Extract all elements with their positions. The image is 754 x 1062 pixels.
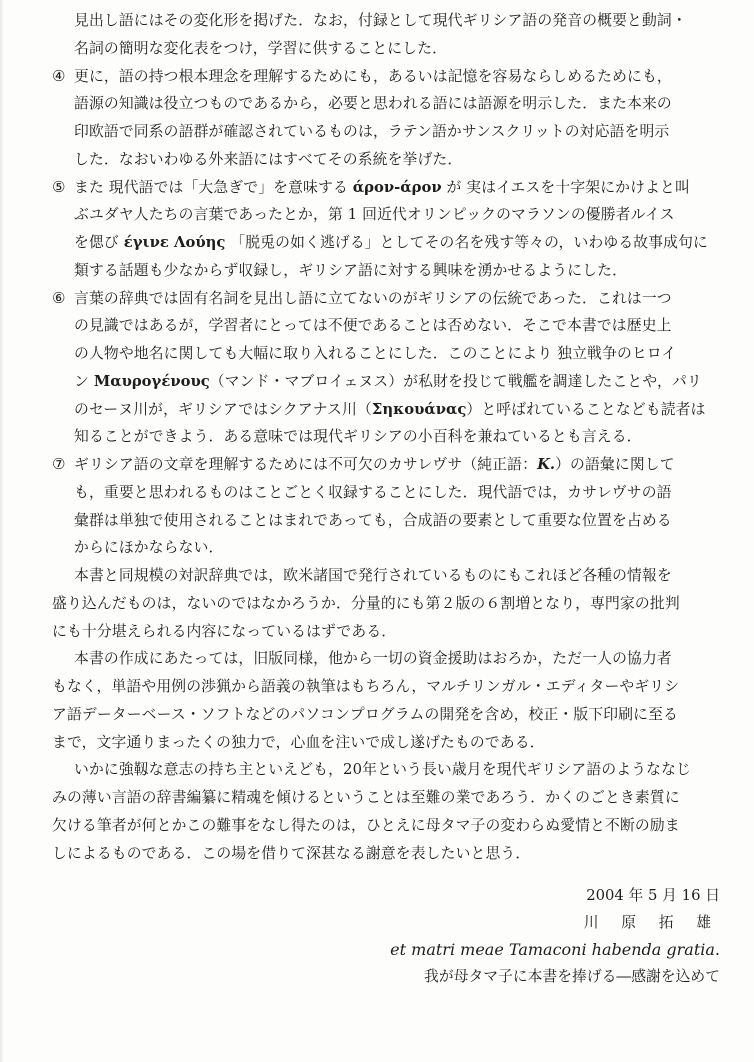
- text-line: 彙群は単独で使用されることはまれであっても，合成語の要素として重要な位置を占める: [74, 511, 672, 529]
- abbreviation: K.: [537, 456, 556, 473]
- text-line: もなく，単語や用例の渉猟から語義の執筆はもちろん，マルチリンガル・エディターやギリシ: [52, 678, 680, 695]
- text-line: 見出し語にはその変化形を掲げた．なお，付録として現代ギリシア語の発音の概要と動詞・: [74, 12, 687, 29]
- signature-latin-dedication: et matri meae Tamaconi habenda gratia.: [390, 940, 720, 959]
- text-line: 本書の作成にあたっては，旧版同様，他から一切の資金援助はおろか，ただ一人の協力者: [74, 650, 672, 668]
- greek-term: έγινε Λούης: [123, 234, 226, 251]
- signature-author: 川 原 拓 雄: [583, 914, 720, 931]
- text-line: まで，文字通りまったくの独力で，心血を注いで成し遂げたものである．: [52, 733, 545, 751]
- greek-term: Σηκουάνας: [371, 400, 467, 418]
- text-line: ン Μαυρογένους（マンド・マブロイェヌス）が私財を投じて戦艦を調達したことや，パリ: [74, 372, 702, 390]
- text-line: の人物や地名に関しても大幅に取り入れることにした．このことにより 独立戦争のヒロイ: [74, 345, 677, 362]
- text-line: 名詞の簡明な変化表をつけ，学習に供することにした．: [74, 39, 448, 57]
- item-7-line: ⑦ ギリシア語の文章を理解するためには不可欠のカサレヴサ（純正語：K.）の語彙に関して: [52, 451, 724, 479]
- item-number: ④: [52, 67, 66, 85]
- signature-dedication: 我が母タマ子に本書を捧げる―感謝を込めて: [424, 968, 720, 985]
- text-line: いかに強靱な意志の持ち主といえども，20年という長い歳月を現代ギリシア語のようななじ: [74, 761, 692, 779]
- item-4-line: ④ 更に，語の持つ根本理念を理解するためにも，あるいは記憶を容易ならしめるためにも，: [52, 63, 724, 91]
- text-line: のセーヌ川が，ギリシアではシクアナス川（Σηκουάνας）と呼ばれていることなども読者は: [74, 400, 706, 418]
- greek-term: άρον-άρον: [352, 178, 442, 196]
- text-line: みの薄い言語の辞書編纂に精魂を傾けるということは至難の業であろう．かくのごとき素質に: [52, 789, 680, 806]
- text-line: 盛り込んだものは，ないのではなかろうか．分量的にも第２版の６割増となり，専門家の批判: [52, 594, 680, 612]
- text-line: も，重要と思われるものはことごとく収録することにした．現代語では，カサレヴサの語: [74, 483, 672, 501]
- text-line: ア語データーベース・ソフトなどのパソコンプログラムの開発を含め，校正・版下印刷に至る: [52, 705, 678, 723]
- signature-block: [390, 882, 720, 990]
- item-number: ⑦: [52, 456, 66, 473]
- item-number: ⑥: [52, 289, 66, 307]
- text-line: 本書と同規模の対訳辞典では，欧米諸国で発行されているものにもこれほど各種の情報を: [74, 567, 672, 584]
- text-line: の見識ではあるが，学習者にとっては不便であることは否めない．そこで本書では歴史上: [74, 317, 672, 335]
- text-line: 印欧語で同系の語群が確認されているものは，ラテン語かサンスクリットの対応語を明示: [74, 123, 670, 140]
- item-6-line: ⑥ 言葉の辞典では固有名詞を見出し語に立てないのがギリシアの伝統であった．これは一つ: [52, 285, 724, 313]
- item-number: ⑤: [52, 178, 66, 196]
- signature-date: 2004 年 5 月 16 日: [586, 887, 720, 904]
- text-line: ぶユダヤ人たちの言葉であったとか，第 1 回近代オリンピックのマラソンの優勝者ルイス: [74, 206, 675, 224]
- text-line: からにほかならない．: [74, 539, 224, 557]
- text-line: 欠ける筆者が何とかこの難事をなし得たのは，ひとえに母タマ子の変わらぬ愛情と不断の励ま: [52, 816, 680, 834]
- text-line: 類する話題も少なからず収録し，ギリシア語に対する興味を湧かせるようにした．: [74, 261, 628, 279]
- item-5-line: ⑤ また 現代語では「大急ぎで」を意味する άρον-άρον が 実はイエスを十字架にかけよと叫: [52, 174, 724, 202]
- text-line: しによるものである．この場を借りて深甚なる謝意を表したいと思う．: [52, 844, 531, 862]
- text-line: 語源の知識は役立つものであるから，必要と思われる語には語源を明示した．また本来の: [74, 95, 672, 113]
- greek-term: Μαυρογένους: [93, 372, 210, 390]
- text-line: 知ることができよう．ある意味では現代ギリシアの小百科を兼ねているとも言える．: [74, 428, 642, 446]
- text-line: にも十分堪えられる内容になっているはずである．: [52, 622, 397, 640]
- preface-body: [52, 7, 724, 867]
- text-line: を偲び έγινε Λούης 「脱兎の如く逃げる」としてその名を残す等々の，いわゆる故事成句に: [74, 234, 709, 251]
- page-edge-shadow: [0, 0, 4, 1062]
- text-line: した．なおいわゆる外来語にはすべてその系統を挙げた．: [74, 150, 463, 168]
